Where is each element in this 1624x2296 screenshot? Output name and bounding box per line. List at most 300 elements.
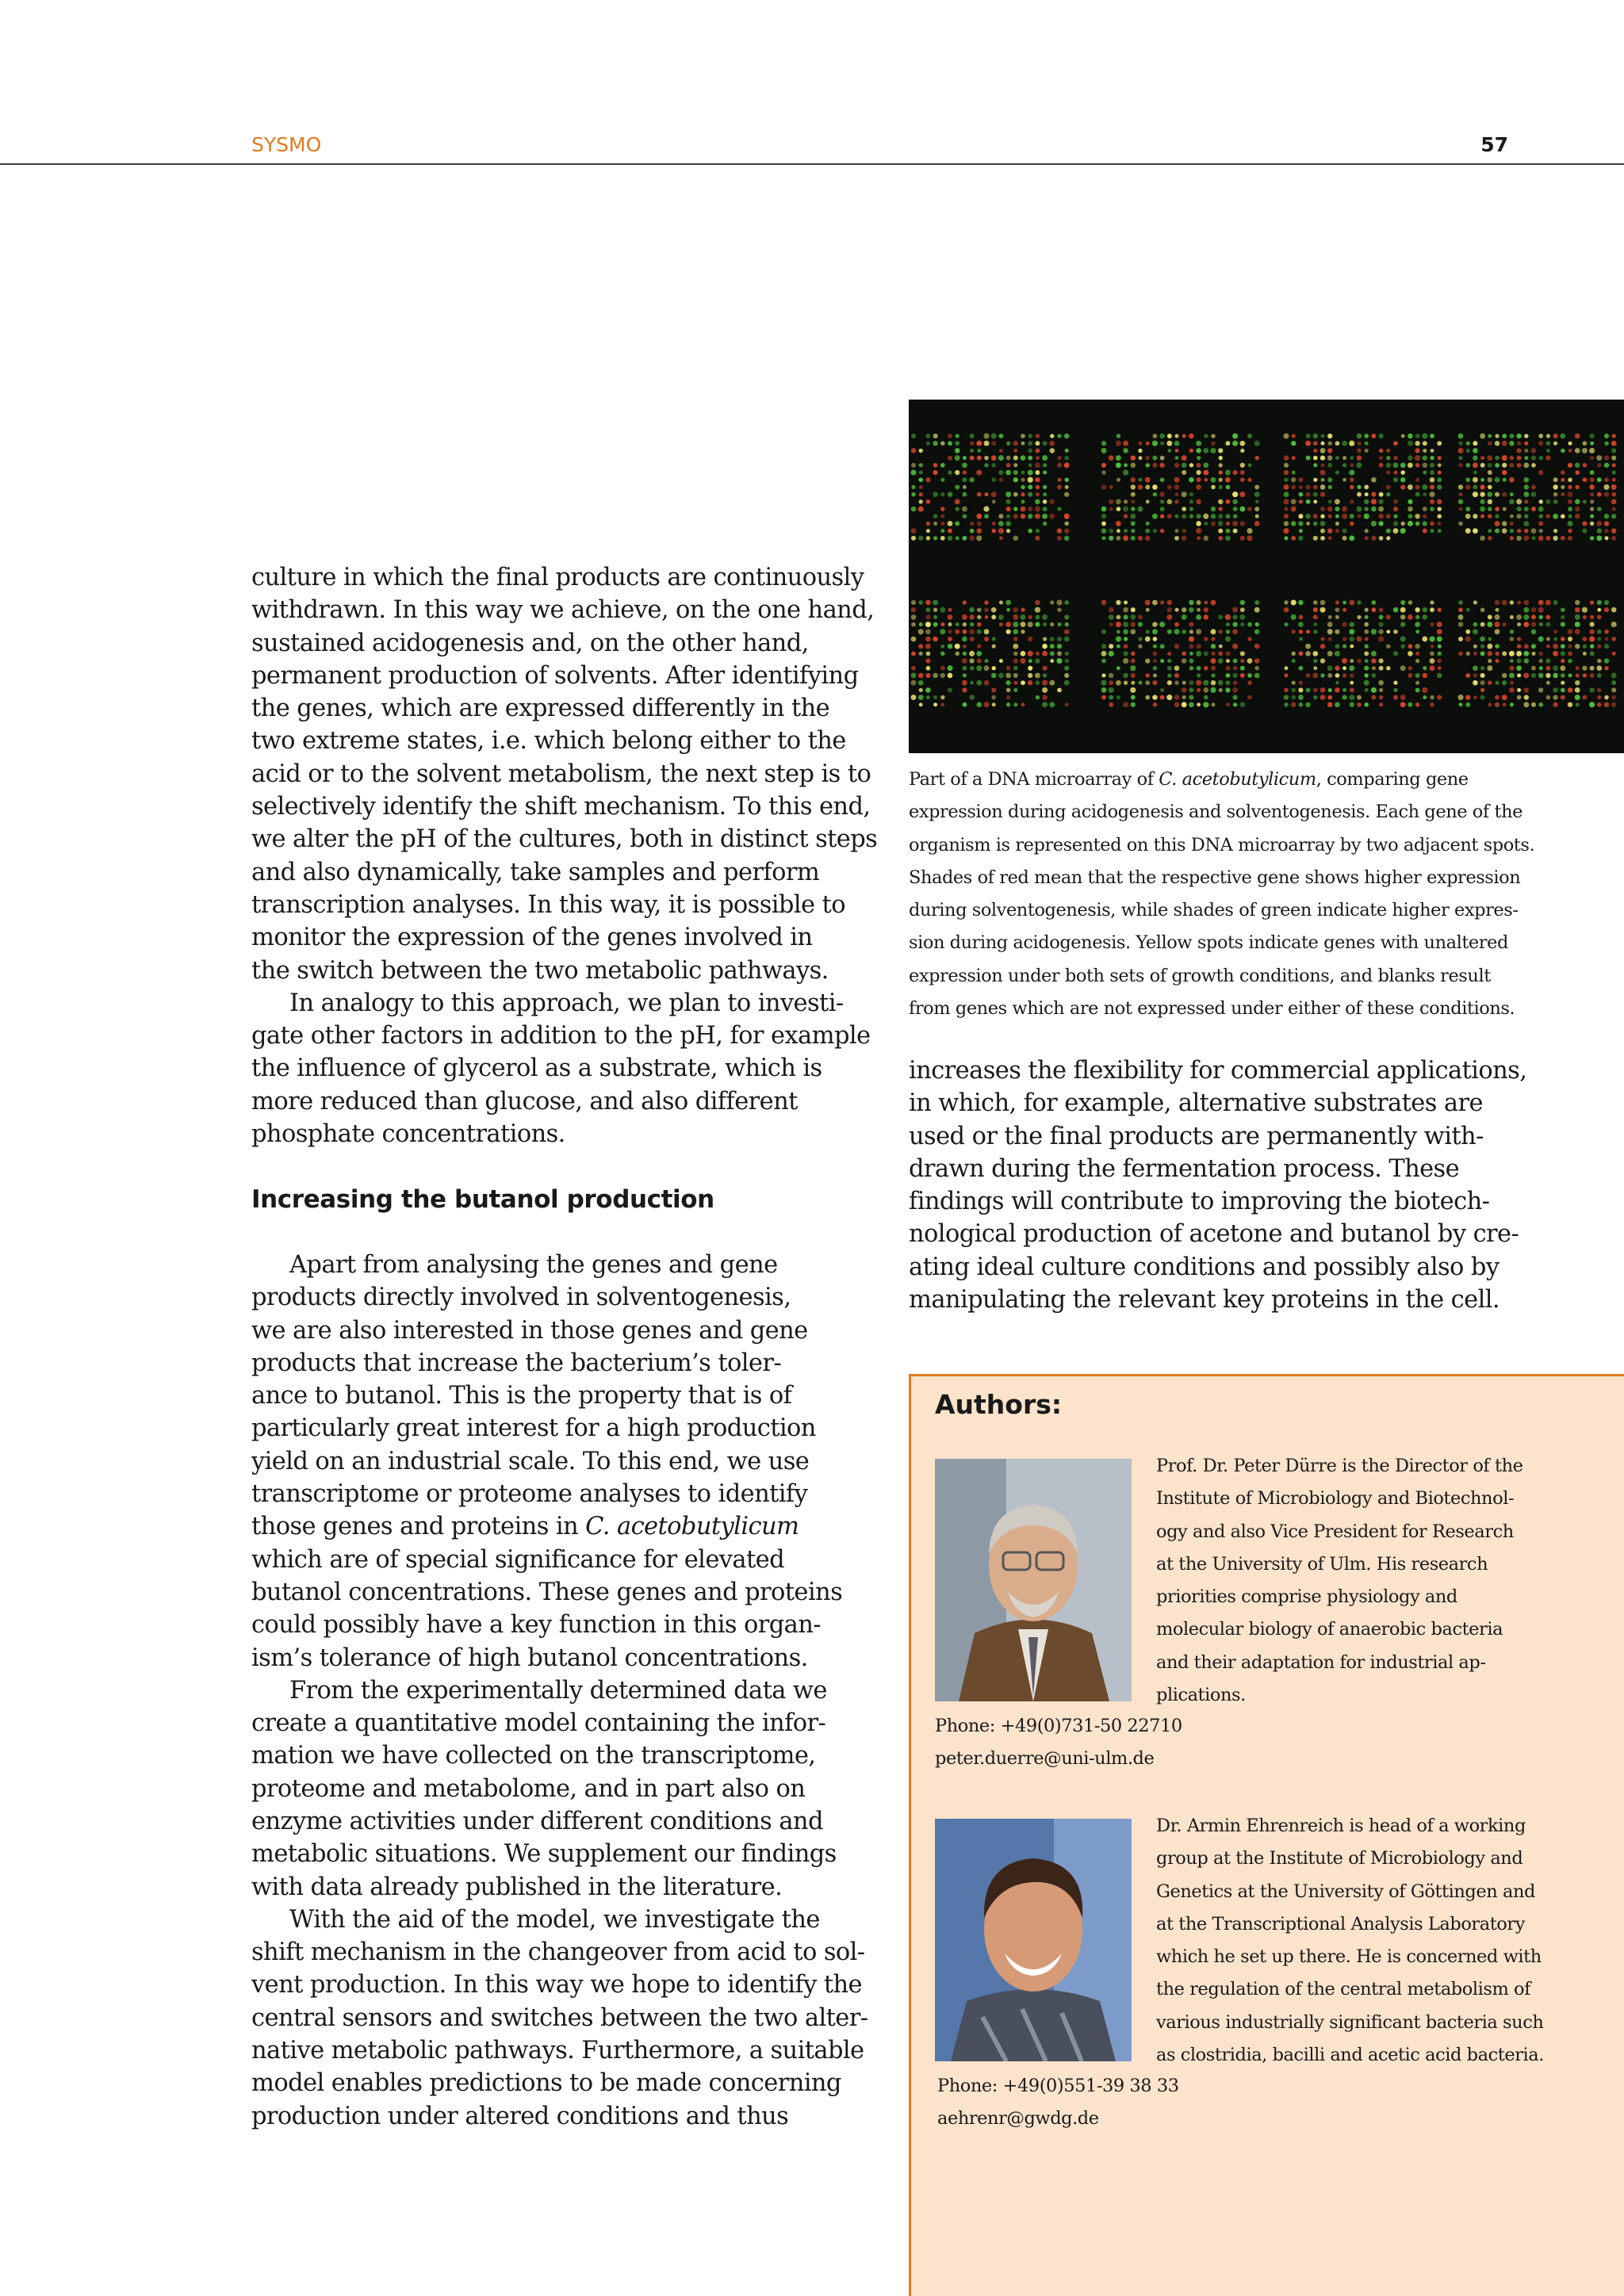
microarray-spot xyxy=(1365,637,1369,641)
microarray-spot xyxy=(1028,484,1032,489)
microarray-spot xyxy=(1524,687,1529,692)
text-line: products that increase the bacterium’s toler- xyxy=(251,1349,782,1377)
microarray-spot xyxy=(1423,666,1427,670)
microarray-spot xyxy=(1597,507,1602,511)
microarray-spot xyxy=(940,652,945,656)
microarray-spot xyxy=(1590,492,1594,496)
microarray-spot xyxy=(1196,614,1201,620)
microarray-spot xyxy=(1211,441,1216,446)
microarray-spot xyxy=(1517,463,1522,468)
microarray-spot xyxy=(1423,529,1427,534)
microarray-spot xyxy=(1050,434,1054,438)
microarray-spot xyxy=(1313,434,1318,438)
microarray-spot xyxy=(918,629,924,634)
microarray-spot xyxy=(940,441,945,446)
microarray-spot xyxy=(962,637,967,642)
microarray-spot xyxy=(1590,522,1594,526)
microarray-spot xyxy=(1043,485,1047,489)
microarray-spot xyxy=(1488,680,1492,684)
microarray-spot xyxy=(1437,499,1442,505)
microarray-spot xyxy=(1166,441,1172,446)
microarray-spot xyxy=(1400,600,1405,605)
microarray-spot xyxy=(1305,441,1311,446)
microarray-spot xyxy=(1225,651,1230,656)
microarray-spot xyxy=(1064,528,1069,533)
microarray-spot xyxy=(1189,702,1194,707)
microarray-spot xyxy=(911,485,915,489)
microarray-spot xyxy=(1423,673,1428,679)
microarray-spot xyxy=(1546,514,1550,518)
microarray-spot xyxy=(1306,484,1311,489)
microarray-spot xyxy=(1021,608,1025,612)
microarray-spot xyxy=(1247,535,1252,541)
microarray-spot xyxy=(1327,528,1333,534)
text-line: central sensors and switches between the two alter- xyxy=(251,2003,868,2032)
microarray-spot xyxy=(1597,629,1602,634)
microarray-spot xyxy=(1509,687,1515,693)
text-line: particularly great interest for a high production xyxy=(251,1414,816,1443)
bio-line: priorities comprise physiology and xyxy=(1156,1586,1457,1608)
microarray-spot xyxy=(948,622,952,626)
microarray-spot xyxy=(1438,666,1442,670)
microarray-spot xyxy=(991,673,996,678)
microarray-spot xyxy=(1364,680,1369,686)
microarray-spot xyxy=(1611,637,1616,641)
microarray-spot xyxy=(1335,607,1340,612)
microarray-spot xyxy=(1524,529,1529,534)
microarray-spot xyxy=(1013,622,1018,627)
microarray-spot xyxy=(1502,434,1507,438)
microarray-spot xyxy=(1415,514,1419,519)
microarray-spot xyxy=(1458,484,1463,489)
microarray-spot xyxy=(1021,492,1025,496)
microarray-spot xyxy=(925,687,931,693)
microarray-spot xyxy=(1145,673,1149,677)
microarray-spot xyxy=(1480,515,1484,519)
microarray-spot xyxy=(1049,680,1055,686)
microarray-spot xyxy=(1465,484,1470,489)
microarray-spot xyxy=(1430,607,1434,612)
microarray-spot xyxy=(1189,659,1193,664)
microarray-spot xyxy=(1357,615,1361,619)
microarray-spot xyxy=(1167,629,1172,634)
microarray-spot xyxy=(1349,441,1354,446)
microarray-spot xyxy=(1123,651,1128,656)
microarray-spot xyxy=(1123,441,1128,446)
microarray-spot xyxy=(948,637,952,641)
microarray-spot xyxy=(948,470,952,475)
microarray-spot xyxy=(1320,478,1324,482)
microarray-spot xyxy=(1109,536,1113,541)
microarray-spot xyxy=(926,442,930,446)
microarray-spot xyxy=(1174,702,1180,707)
microarray-spot xyxy=(925,434,930,438)
microarray-spot xyxy=(1284,536,1288,540)
microarray-spot xyxy=(1116,636,1121,641)
microarray-spot xyxy=(992,702,996,706)
microarray-spot xyxy=(1364,622,1369,627)
microarray-spot xyxy=(1167,499,1172,504)
microarray-spot xyxy=(1204,607,1208,612)
author-photo-duerre xyxy=(935,1459,1132,1701)
microarray-spot xyxy=(1473,477,1478,483)
microarray-spot xyxy=(1013,470,1018,475)
microarray-spot xyxy=(1131,607,1136,612)
microarray-spot xyxy=(1502,492,1507,497)
microarray-spot xyxy=(1517,645,1521,649)
microarray-spot xyxy=(1284,600,1288,604)
microarray-spot xyxy=(1225,477,1231,483)
microarray-spot xyxy=(1480,535,1485,541)
microarray-spot xyxy=(1130,614,1136,620)
microarray-spot xyxy=(1225,673,1230,678)
microarray-spot xyxy=(991,433,997,438)
microarray-spot xyxy=(940,702,944,706)
microarray-spot xyxy=(962,680,967,686)
microarray-spot xyxy=(1050,622,1054,626)
microarray-spot xyxy=(1423,455,1428,461)
microarray-spot xyxy=(1203,448,1208,453)
microarray-spot xyxy=(1393,507,1398,511)
email-address[interactable]: peter.duerre@uni-ulm.de xyxy=(935,1748,1155,1770)
microarray-spot xyxy=(1006,666,1011,671)
microarray-spot xyxy=(1182,514,1186,519)
microarray-spot xyxy=(1480,680,1484,685)
microarray-spot xyxy=(1371,492,1376,496)
microarray-spot xyxy=(1320,644,1325,649)
microarray-spot xyxy=(970,449,974,453)
microarray-spot xyxy=(933,615,937,619)
microarray-spot xyxy=(925,477,930,482)
microarray-spot xyxy=(1438,659,1442,663)
microarray-spot xyxy=(1567,521,1572,526)
microarray-spot xyxy=(1531,629,1537,634)
microarray-spot xyxy=(1218,614,1223,619)
microarray-spot xyxy=(1042,651,1048,656)
microarray-spot xyxy=(940,645,944,649)
text-line: selectively identify the shift mechanism. To this end, xyxy=(251,793,871,821)
microarray-spot xyxy=(1364,507,1369,511)
microarray-spot xyxy=(1604,600,1609,605)
authors-title: Authors: xyxy=(935,1389,1063,1420)
microarray-spot xyxy=(1510,629,1514,633)
microarray-spot xyxy=(1583,673,1587,677)
microarray-spot xyxy=(1145,477,1151,483)
microarray-spot xyxy=(1415,687,1420,692)
microarray-spot xyxy=(1042,702,1048,707)
text-run: , comparing gene xyxy=(1316,769,1469,790)
microarray-spot xyxy=(1575,622,1580,627)
microarray-spot xyxy=(1203,514,1208,519)
microarray-spot xyxy=(1604,492,1609,496)
microarray-spot xyxy=(1488,651,1492,656)
microarray-spot xyxy=(998,514,1003,519)
microarray-spot xyxy=(1458,622,1464,627)
microarray-spot xyxy=(911,434,916,438)
microarray-spot xyxy=(1218,658,1223,663)
microarray-spot xyxy=(1042,644,1048,649)
microarray-spot xyxy=(1013,688,1017,692)
microarray-spot xyxy=(1371,695,1376,700)
microarray-spot xyxy=(1210,687,1216,693)
caption-line: during solventogenesis, while shades of green indicate higher expres- xyxy=(909,900,1519,921)
microarray-spot xyxy=(1430,463,1434,468)
microarray-spot xyxy=(1006,456,1011,461)
microarray-spot xyxy=(1335,507,1339,511)
microarray-spot xyxy=(1371,434,1376,438)
microarray-spot xyxy=(1043,463,1047,467)
microarray-spot xyxy=(1320,658,1325,663)
microarray-spot xyxy=(1160,688,1164,692)
microarray-spot xyxy=(1423,471,1427,475)
microarray-spot xyxy=(1538,499,1542,503)
microarray-spot xyxy=(1386,536,1390,540)
microarray-spot xyxy=(970,529,975,534)
author-bio-duerre xyxy=(1156,1450,1616,1712)
microarray-spot xyxy=(1240,477,1245,482)
microarray-spot xyxy=(1575,680,1580,685)
microarray-spot xyxy=(1538,607,1544,613)
microarray-spot xyxy=(1438,470,1442,474)
microarray-spot xyxy=(1248,463,1252,467)
microarray-spot xyxy=(933,514,938,519)
microarray-spot xyxy=(1211,644,1216,649)
microarray-spot xyxy=(1255,515,1259,519)
text-line: and also dynamically, take samples and perform xyxy=(251,858,820,886)
microarray-spot xyxy=(955,629,959,634)
microarray-spot xyxy=(1517,456,1522,461)
microarray-spot xyxy=(1043,507,1048,511)
microarray-spot xyxy=(1350,456,1354,460)
microarray-spot xyxy=(948,492,953,497)
microarray-spot xyxy=(933,608,937,612)
microarray-spot xyxy=(1437,507,1442,511)
microarray-spot xyxy=(1386,470,1390,474)
microarray-spot xyxy=(984,665,990,671)
microarray-spot xyxy=(1232,644,1238,649)
microarray-spot xyxy=(1006,608,1010,612)
microarray-spot xyxy=(1146,522,1150,526)
microarray-spot xyxy=(1575,644,1580,649)
microarray-spot xyxy=(1604,477,1609,482)
microarray-spot xyxy=(1028,514,1032,519)
microarray-spot xyxy=(1590,515,1594,519)
microarray-spot xyxy=(1357,455,1362,461)
microarray-spot xyxy=(1553,687,1558,693)
microarray-spot xyxy=(1531,614,1536,619)
microarray-spot xyxy=(1575,514,1580,519)
microarray-spot xyxy=(1568,485,1572,489)
microarray-spot xyxy=(1013,637,1018,641)
microarray-spot xyxy=(976,680,982,686)
microarray-spot xyxy=(1604,514,1609,519)
microarray-spot xyxy=(977,659,982,664)
microarray-spot xyxy=(1561,681,1565,685)
microarray-spot xyxy=(1349,629,1354,634)
microarray-spot xyxy=(1005,680,1010,685)
microarray-spot xyxy=(1064,462,1070,468)
microarray-spot xyxy=(1211,702,1215,706)
microarray-spot xyxy=(1408,441,1413,446)
microarray-spot xyxy=(1291,702,1296,707)
microarray-spot xyxy=(1611,680,1616,685)
microarray-spot xyxy=(1408,507,1413,512)
microarray-spot xyxy=(1371,658,1376,663)
microarray-spot xyxy=(1057,607,1061,611)
microarray-spot xyxy=(977,521,982,526)
microarray-spot xyxy=(1197,536,1201,540)
microarray-spot xyxy=(1021,629,1025,633)
microarray-spot xyxy=(1146,608,1150,612)
microarray-spot xyxy=(1524,658,1529,663)
microarray-spot xyxy=(1459,702,1463,706)
microarray-spot xyxy=(1517,688,1521,692)
microarray-spot xyxy=(1116,441,1121,446)
microarray-spot xyxy=(1438,463,1442,467)
microarray-spot xyxy=(1596,535,1602,541)
microarray-spot xyxy=(1342,622,1347,627)
microarray-spot xyxy=(1028,651,1033,656)
microarray-spot xyxy=(1211,652,1215,656)
microarray-spot xyxy=(1561,644,1565,649)
microarray-spot xyxy=(1174,673,1179,678)
microarray-spot xyxy=(940,529,944,533)
microarray-spot xyxy=(1524,695,1529,699)
microarray-spot xyxy=(1320,529,1325,534)
microarray-spot xyxy=(1480,492,1484,496)
microarray-spot xyxy=(1523,535,1529,541)
microarray-spot xyxy=(1254,600,1259,605)
text-line: withdrawn. In this way we achieve, on the one hand, xyxy=(251,596,875,625)
microarray-spot xyxy=(1612,652,1616,656)
microarray-spot xyxy=(1561,514,1565,519)
microarray-spot xyxy=(1306,629,1310,633)
microarray-spot xyxy=(1327,441,1331,445)
microarray-spot xyxy=(1487,455,1492,461)
microarray-spot xyxy=(1174,681,1178,685)
bio-line: Dr. Armin Ehrenreich is head of a working xyxy=(1156,1816,1526,1836)
microarray-spot xyxy=(1174,629,1179,634)
microarray-spot xyxy=(1006,463,1011,468)
microarray-spot xyxy=(1013,463,1017,467)
microarray-spot xyxy=(955,644,960,649)
microarray-spot xyxy=(1035,536,1040,541)
microarray-spot xyxy=(998,434,1003,438)
microarray-spot xyxy=(1284,484,1289,490)
microarray-spot xyxy=(970,522,974,526)
paragraph-2 xyxy=(251,987,871,1150)
microarray-spot xyxy=(948,644,952,649)
microarray-spot xyxy=(919,449,923,453)
microarray-spot xyxy=(1335,666,1339,671)
microarray-spot xyxy=(1589,687,1595,693)
microarray-spot xyxy=(1219,470,1223,474)
microarray-spot xyxy=(1196,441,1201,446)
microarray-spot xyxy=(1174,484,1180,490)
microarray-spot xyxy=(1531,666,1536,671)
microarray-spot xyxy=(1510,515,1514,519)
microarray-spot xyxy=(1408,702,1412,707)
microarray-spot xyxy=(1597,600,1602,605)
microarray-spot xyxy=(1131,455,1136,461)
microarray-spot xyxy=(1203,702,1208,707)
microarray-spot xyxy=(1350,477,1354,482)
microarray-spot xyxy=(1531,507,1536,511)
microarray-spot xyxy=(1225,680,1230,685)
microarray-spot xyxy=(1006,507,1011,511)
microarray-spot xyxy=(1430,665,1435,671)
microarray-spot xyxy=(1232,622,1237,626)
microarray-spot xyxy=(1028,615,1032,619)
microarray-spot xyxy=(1394,471,1398,475)
microarray-spot xyxy=(1488,485,1492,490)
microarray-spot xyxy=(1611,528,1616,533)
microarray-spot xyxy=(1306,499,1311,504)
microarray-spot xyxy=(1101,507,1107,512)
microarray-spot xyxy=(977,607,982,612)
microarray-spot xyxy=(1109,485,1113,489)
microarray-spot xyxy=(1538,673,1544,679)
microarray-spot xyxy=(977,629,982,634)
microarray-spot xyxy=(1516,665,1522,671)
microarray-spot xyxy=(1553,702,1558,708)
microarray-spot xyxy=(1473,448,1478,453)
microarray-spot xyxy=(1109,455,1114,461)
microarray-spot xyxy=(1590,622,1595,627)
microarray-spot xyxy=(1211,514,1216,519)
microarray-spot xyxy=(1378,622,1383,626)
microarray-spot xyxy=(1466,449,1470,453)
microarray-spot xyxy=(911,614,917,620)
microarray-spot xyxy=(1356,636,1362,641)
microarray-spot xyxy=(1035,600,1040,606)
microarray-spot xyxy=(1393,477,1398,482)
microarray-spot xyxy=(1335,673,1339,678)
microarray-spot xyxy=(1516,448,1521,453)
microarray-spot xyxy=(1240,600,1245,605)
microarray-spot xyxy=(976,665,982,671)
microarray-spot xyxy=(925,637,931,642)
microarray-spot xyxy=(1408,462,1413,468)
microarray-spot xyxy=(1509,441,1514,446)
microarray-spot xyxy=(1131,673,1136,678)
email-address[interactable]: aehrenr@gwdg.de xyxy=(937,2108,1099,2130)
microarray-spot xyxy=(1400,607,1406,613)
microarray-spot xyxy=(1320,507,1325,511)
text-line: mation we have collected on the transcriptome, xyxy=(251,1742,816,1770)
microarray-spot xyxy=(1408,666,1412,670)
left-column xyxy=(251,561,878,2133)
microarray-spot xyxy=(1437,636,1442,641)
microarray-spot xyxy=(1590,673,1595,678)
microarray-spot xyxy=(1320,687,1326,693)
microarray-spot xyxy=(1013,658,1018,663)
microarray-spot xyxy=(1284,463,1289,468)
microarray-spot xyxy=(1182,470,1186,475)
microarray-spot xyxy=(1116,536,1121,541)
microarray-spot xyxy=(1189,434,1194,439)
microarray-spot xyxy=(1502,599,1507,605)
microarray-spot xyxy=(1465,636,1471,641)
microarray-spot xyxy=(1254,484,1259,489)
microarray-spot xyxy=(1013,652,1018,656)
microarray-spot xyxy=(976,535,982,541)
microarray-spot xyxy=(1430,434,1434,438)
microarray-spot xyxy=(1298,687,1303,692)
microarray-spot xyxy=(1197,608,1201,612)
microarray-spot xyxy=(1378,629,1383,634)
microarray-spot xyxy=(1415,492,1420,497)
